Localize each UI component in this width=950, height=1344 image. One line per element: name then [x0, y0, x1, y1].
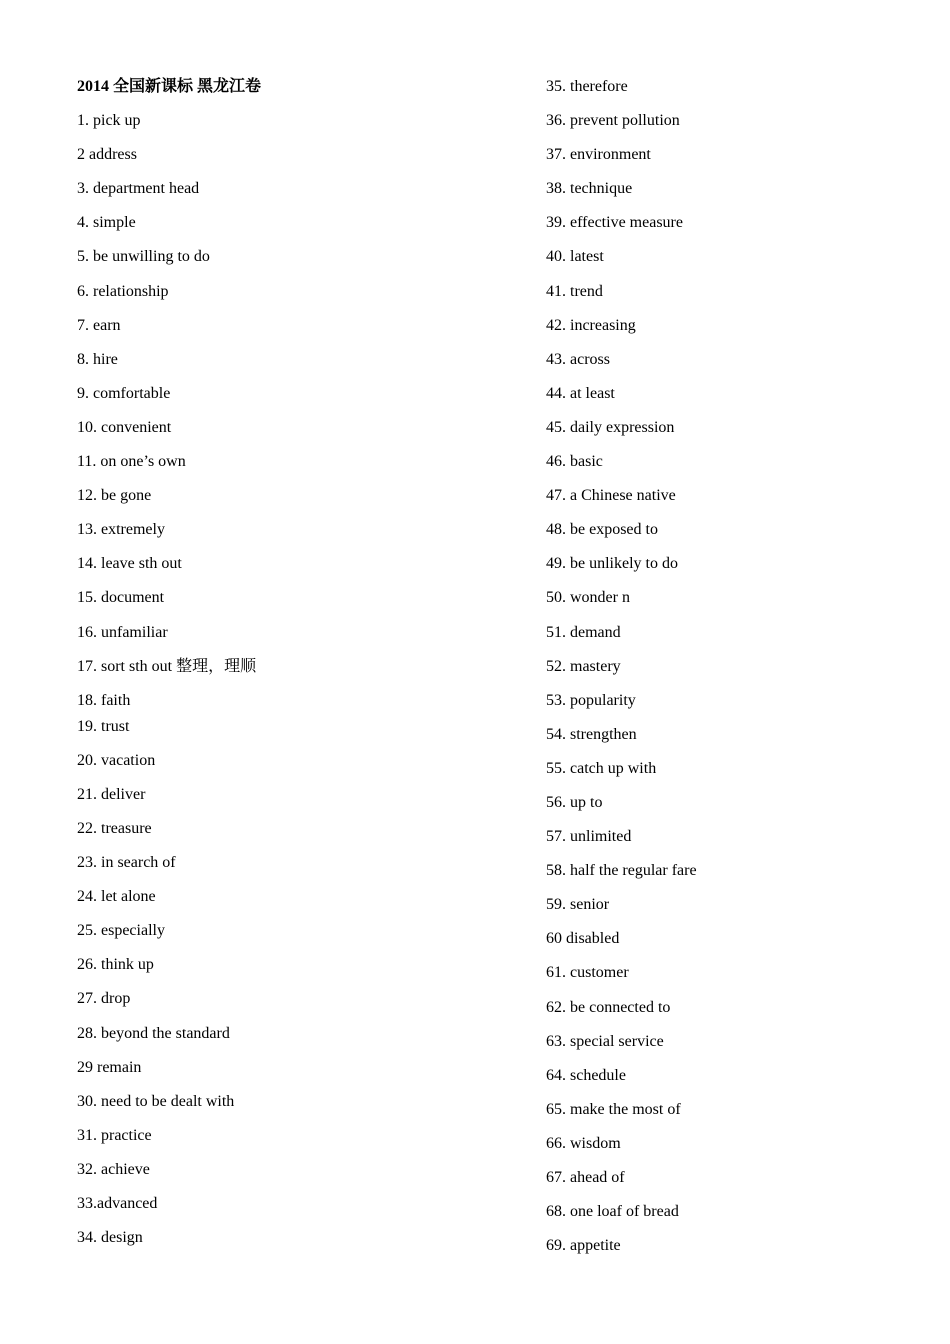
list-item: 34. design: [77, 1229, 143, 1247]
list-item: 26. think up: [77, 956, 154, 974]
list-item: 27. drop: [77, 990, 131, 1008]
list-item: 59. senior: [546, 896, 610, 914]
list-item: 42. increasing: [546, 316, 636, 334]
list-item: 64. schedule: [546, 1066, 626, 1084]
list-item: 65. make the most of: [546, 1100, 681, 1118]
list-item: 38. technique: [546, 180, 633, 198]
list-item: 40. latest: [546, 248, 604, 266]
list-item: 44. at least: [546, 384, 615, 402]
list-item: 54. strengthen: [546, 725, 637, 743]
list-item: 23. in search of: [77, 854, 176, 872]
list-item: 19. trust: [77, 717, 130, 735]
list-item: 5. be unwilling to do: [77, 248, 210, 266]
list-item: 3. department head: [77, 180, 200, 198]
list-item: 39. effective measure: [546, 214, 683, 232]
list-item: 56. up to: [546, 793, 603, 811]
list-item: 17. sort sth out 整理，理顺: [77, 657, 257, 675]
list-item: 63. special service: [546, 1032, 664, 1050]
list-item: 9. comfortable: [77, 384, 171, 402]
list-item: 4. simple: [77, 214, 136, 232]
list-item: 18. faith: [77, 691, 131, 709]
list-item: 41. trend: [546, 282, 603, 300]
list-item: 32. achieve: [77, 1160, 150, 1178]
list-item: 68. one loaf of bread: [546, 1203, 679, 1221]
list-item: 67. ahead of: [546, 1169, 625, 1186]
list-item: 11. on one’s own: [77, 453, 186, 471]
list-item: 57. unlimited: [546, 828, 632, 846]
list-item: 29 remain: [77, 1058, 142, 1076]
list-item: 22. treasure: [77, 819, 152, 837]
list-item: 31. practice: [77, 1126, 152, 1144]
list-item: 50. wonder n: [546, 589, 630, 607]
list-item: 66. wisdom: [546, 1134, 621, 1152]
list-item: 25. especially: [77, 922, 165, 940]
list-item: 6. relationship: [77, 282, 169, 300]
list-item: 48. be exposed to: [546, 521, 658, 539]
list-item: 58. half the regular fare: [546, 862, 697, 880]
list-item: 14. leave sth out: [77, 555, 182, 573]
list-item: 60 disabled: [546, 930, 620, 948]
left-column: [77, 74, 497, 1259]
list-item: 43. across: [546, 350, 610, 368]
list-item: 30. need to be dealt with: [77, 1092, 235, 1110]
right-column: [546, 74, 906, 1267]
list-item: 53. popularity: [546, 691, 636, 709]
list-item: 12. be gone: [77, 487, 152, 505]
list-item: 24. let alone: [77, 888, 156, 906]
list-item: 47. a Chinese native: [546, 487, 676, 505]
list-item: 37. environment: [546, 146, 651, 164]
list-item: 21. deliver: [77, 785, 146, 803]
list-item: 1. pick up: [77, 112, 141, 130]
list-item: 49. be unlikely to do: [546, 555, 678, 573]
list-item: 45. daily expression: [546, 418, 675, 436]
list-item: 8. hire: [77, 350, 118, 368]
list-item: 20. vacation: [77, 751, 156, 769]
list-item: 33.advanced: [77, 1195, 158, 1212]
list-item: 69. appetite: [546, 1237, 621, 1255]
list-item: 10. convenient: [77, 418, 172, 436]
list-item: 36. prevent pollution: [546, 112, 680, 130]
document-title: 2014 全国新课标 黑龙江卷: [77, 78, 262, 95]
list-item: 7. earn: [77, 316, 121, 334]
list-item: 13. extremely: [77, 521, 165, 539]
list-item: 51. demand: [546, 623, 621, 641]
list-item: 2 address: [77, 146, 137, 164]
list-item: 15. document: [77, 589, 165, 607]
list-item: 46. basic: [546, 453, 603, 471]
list-item: 62. be connected to: [546, 998, 671, 1016]
list-item: 16. unfamiliar: [77, 623, 168, 641]
list-item: 55. catch up with: [546, 759, 657, 777]
list-item: 61. customer: [546, 964, 629, 982]
list-item: 35. therefore: [546, 78, 628, 95]
list-item: 28. beyond the standard: [77, 1024, 230, 1042]
list-item: 52. mastery: [546, 657, 621, 675]
